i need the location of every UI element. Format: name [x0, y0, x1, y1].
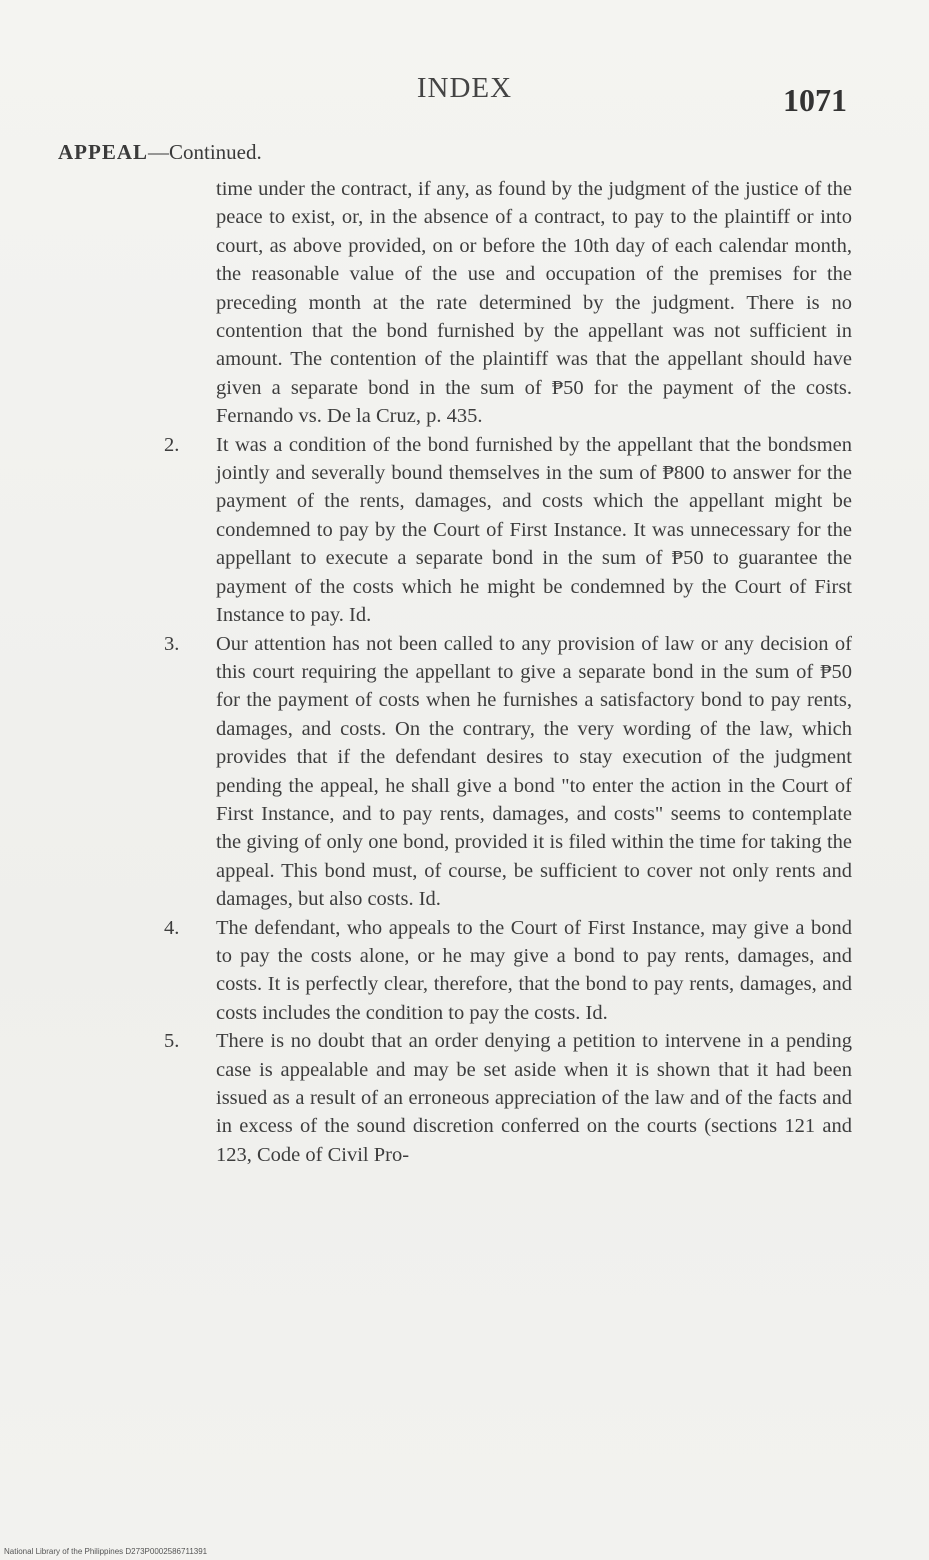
entry-number: 5. — [164, 1030, 180, 1053]
entry-text: The defendant, who appeals to the Court of First Instance, may give a bond to pay the costs alone, or he may give a bond to pay rents, damages, and costs. It is perfectly clear, therefore, that the bond to pay rents, damages, and costs includes the condition to pay the costs. Id. — [216, 916, 852, 1024]
index-entry — [162, 1027, 852, 1169]
continued-paragraph: time under the contract, if any, as found by the judgment of the justice of the peace to exist, or, in the absence of a contract, to pay to the plaintiff or into court, as above provided, on or before the 10th day of each calendar month, the reasonable value of the use and occupation of the premises for the preceding month at the rate determined by the judgment. There is no contention that the bond furnished by the appellant was not sufficient in amount. The contention of the plaintiff was that the appellant should have given a separate bond in the sum of ₱50 for the payment of the costs. Fernando vs. De la Cruz, p. 435. — [216, 178, 852, 428]
page-number: 1071 — [783, 82, 847, 118]
index-entry — [162, 914, 852, 1028]
entry-number: 4. — [164, 916, 180, 939]
entry-number: 3. — [164, 632, 180, 655]
scan-footer-tag: National Library of the Philippines D273P0002586711391 — [4, 1547, 208, 1556]
index-section-heading — [58, 140, 262, 165]
index-term: APPEAL — [58, 140, 148, 164]
entry-text: Our attention has not been called to any provision of law or any decision of this court requiring the appellant to give a separate bond in the sum of ₱50 for the payment of costs when he furnishes a satisfactory bond to pay rents, damages, and costs. On the contrary, the very wording of the law, which provides that if the defendant desires to stay execution of the judgment pending the appeal, he shall give a bond "to enter the action in the Court of First Instance, and to pay rents, damages, and costs" seems to contemplate the giving of only one bond, provided it is filed within the time for taking the appeal. This bond must, of course, be sufficient to cover not only rents and damages, but also costs. Id. — [216, 632, 852, 911]
index-body — [162, 175, 852, 1169]
continued-label: —Continued. — [148, 140, 262, 164]
entry-text: It was a condition of the bond furnished by the appellant that the bondsmen jointly and severally bound themselves in the sum of ₱800 to answer for the payment of the rents, damages, and costs which the appellant might be condemned to pay by the Court of First Instance. It was unnecessary for the appellant to execute a separate bond in the sum of ₱50 to guarantee the payment of the costs which he might be condemned by the Court of First Instance to pay. Id. — [216, 433, 852, 627]
index-entry — [162, 431, 852, 630]
index-entry — [162, 630, 852, 914]
running-head-title: INDEX — [416, 72, 513, 104]
entry-number: 2. — [164, 433, 180, 456]
entry-text: There is no doubt that an order denying a petition to intervene in a pending case is appealable and may be set aside when it is shown that it had been issued as a result of an erroneous appreciation of the law and of the facts and in excess of the sound discretion conferred on the courts (sections 121 and 123, Code of Civil Pro- — [216, 1030, 852, 1166]
